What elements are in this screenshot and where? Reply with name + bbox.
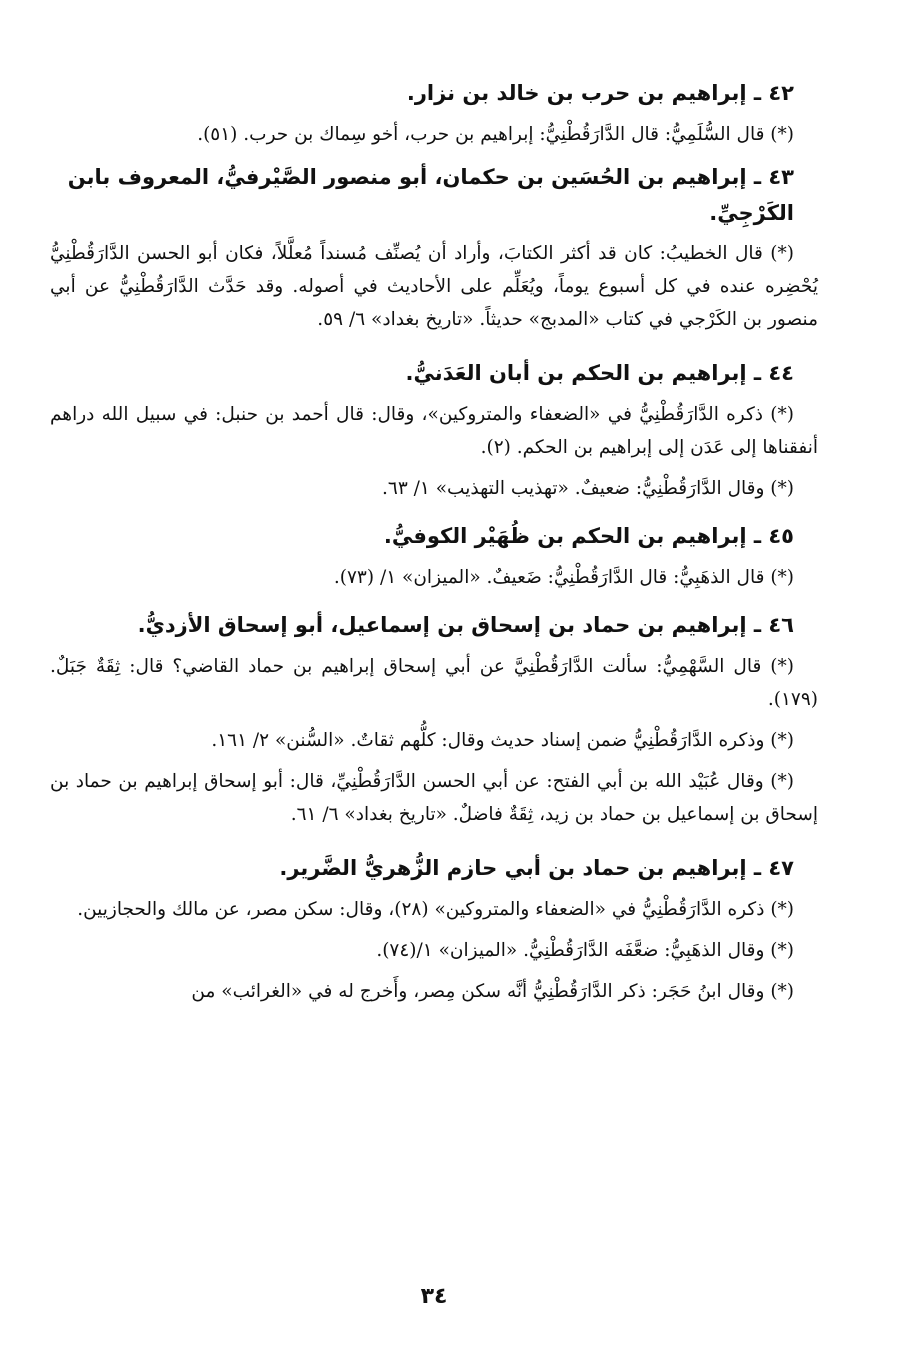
entry-heading: ٤٦ ـ إبراهيم بن حماد بن إسحاق بن إسماعيل، أبو إسحاق الأزديُّ. bbox=[137, 613, 794, 637]
entry-paragraph: (*) وقال ابنُ حَجَر: ذكر الدَّارَقُطْنِيُّ أنَّه سكن مِصر، وأَخرج له في «الغرائب» من bbox=[191, 981, 794, 1002]
entry-heading: ٤٧ ـ إبراهيم بن حماد بن أبي حازم الزُّهريُّ الضَّرير. bbox=[279, 856, 794, 880]
entry-paragraph: (*) ذكره الدَّارَقُطْنِيُّ في «الضعفاء والمتروكين» (٢٨)، وقال: سكن مصر، عن مالك والحجازيين. bbox=[77, 899, 794, 920]
page-body bbox=[50, 70, 818, 1016]
entry-heading: ٤٢ ـ إبراهيم بن حرب بن خالد بن نزار. bbox=[406, 81, 794, 105]
entry-heading: ٤٤ ـ إبراهيم بن الحكم بن أبان العَدَنيُّ. bbox=[405, 361, 794, 385]
entry-paragraph: (*) ذكره الدَّارَقُطْنِيُّ في «الضعفاء والمتروكين»، وقال: قال أحمد بن حنبل: في سبيل الله دراهم أنفقناها إلى عَدَن إلى إبراهيم بن الحكم. (٢). bbox=[50, 404, 818, 458]
entry-45 bbox=[50, 513, 818, 594]
page-number: ٣٤ bbox=[420, 1284, 448, 1309]
entry-46 bbox=[50, 602, 818, 831]
entry-heading: ٤٥ ـ إبراهيم بن الحكم بن ظُهَيْر الكوفيُّ. bbox=[383, 524, 794, 548]
entry-43 bbox=[50, 159, 818, 336]
entry-heading: ٤٣ ـ إبراهيم بن الحُسَين بن حكمان، أبو منصور الصَّيْرفيُّ، المعروف بابن الكَرْجِيِّ. bbox=[67, 165, 794, 225]
entry-paragraph: (*) وقال الدَّارَقُطْنِيُّ: ضعيفٌ. «تهذيب التهذيب» ١/ ٦٣. bbox=[382, 478, 794, 499]
entry-paragraph: (*) قال السَّهْمِيُّ: سألت الدَّارَقُطْنِيَّ عن أبي إسحاق إبراهيم بن حماد القاضي؟ قال: ثِقَةٌ جَبَلٌ. (١٧٩). bbox=[50, 656, 818, 710]
entry-paragraph: (*) وقال الذهَبِيُّ: ضعَّفَه الدَّارَقُطْنِيُّ. «الميزان» ١/(٧٤). bbox=[376, 940, 794, 961]
entry-47 bbox=[50, 845, 818, 1008]
entry-paragraph: (*) قال الخطيبُ: كان قد أكثر الكتابَ، وأراد أن يُصنِّف مُسنداً مُعلَّلاً، فكان أبو الحسن الدَّارَقُطْنِيُّ يُحْضِره عنده في كل أسبوع يوماً، ويُعَلِّم على الأحاديث في أصوله. وقد حَدَّث الدَّارَقُطْنِيُّ عن أبي منصور بن الكَرْجي في كتاب «المدبج» حديثاً. «تاريخ بغداد» ٦/ ٥٩. bbox=[50, 243, 818, 330]
entry-44 bbox=[50, 350, 818, 505]
entry-42 bbox=[50, 70, 818, 151]
entry-paragraph: (*) قال الذهَبِيُّ: قال الدَّارَقُطْنِيُّ: ضَعيفٌ. «الميزان» ١/ (٧٣). bbox=[333, 567, 794, 588]
entry-paragraph: (*) وقال عُبَيْد الله بن أبي الفتح: عن أبي الحسن الدَّارَقُطْنِيِّ، قال: أبو إسحاق إبراهيم بن حماد بن إسحاق بن إسماعيل بن حماد بن زيد، ثِقَةٌ فاضلٌ. «تاريخ بغداد» ٦/ ٦١. bbox=[50, 771, 818, 825]
entry-paragraph: (*) وذكره الدَّارَقُطْنِيُّ ضمن إسناد حديث وقال: كلُّهم ثقاتٌ. «السُّنن» ٢/ ١٦١. bbox=[211, 730, 794, 751]
entry-paragraph: (*) قال السُّلَمِيُّ: قال الدَّارَقُطْنِيُّ: إبراهيم بن حرب، أخو سِماك بن حرب. (٥١). bbox=[197, 124, 794, 145]
